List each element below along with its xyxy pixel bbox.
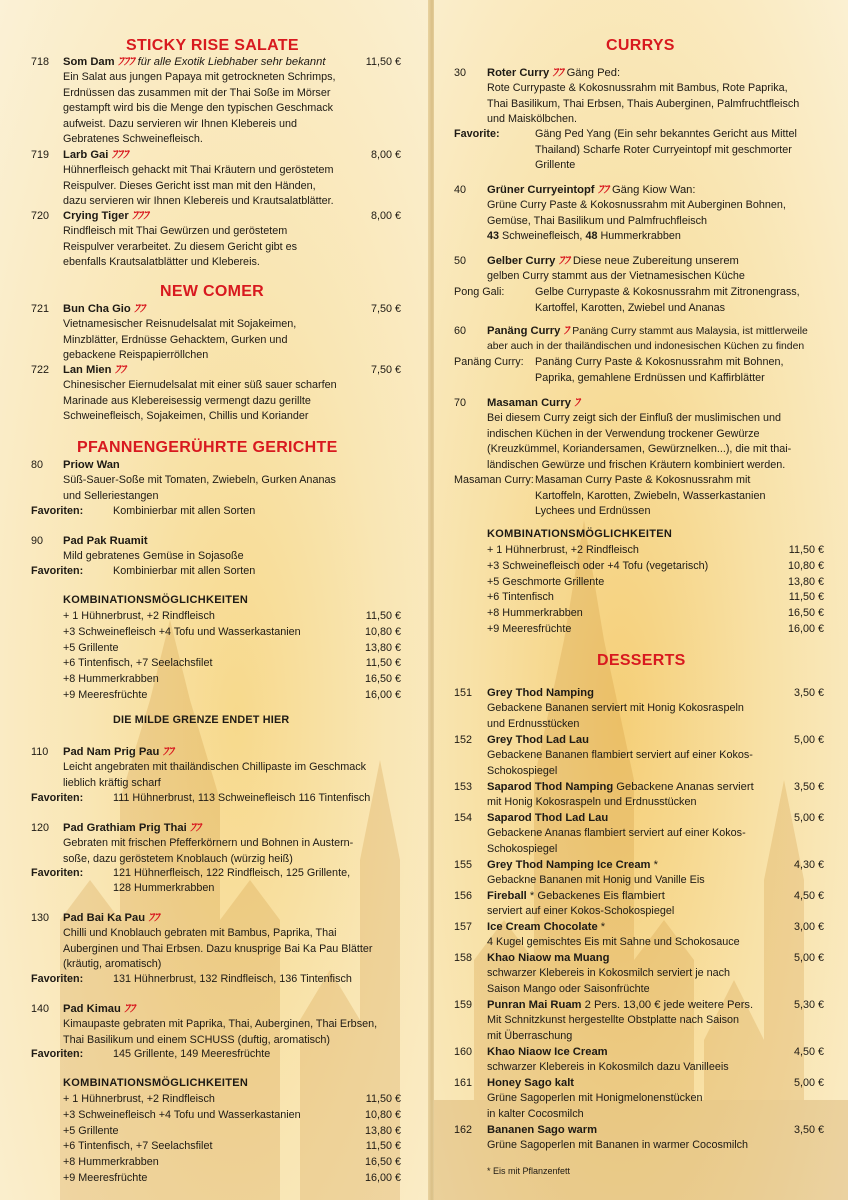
dessert-number: 152 — [454, 734, 473, 746]
dessert-number: 155 — [454, 859, 473, 871]
dessert-description: Gebackene Bananen serviert mit Honig Kokosraspeln und Erdnusstücken — [487, 702, 744, 730]
menu-item-name: Pad Bai Ka Pau ﾌﾌ — [63, 912, 160, 924]
dessert-price: 3,50 € — [793, 1124, 824, 1136]
chili-icon: ﾌﾌ — [597, 184, 609, 196]
kombi-row: +5 Grillente 13,80 € — [63, 641, 401, 654]
dessert-description: Mit Schnitzkunst hergestellte Obstplatte nach Saison mit Überraschung — [487, 1014, 740, 1042]
dessert-description: Grüne Sagoperlen mit Bananen in warmer Cocosmilch — [487, 1139, 749, 1151]
dessert-price: 3,00 € — [793, 921, 824, 933]
section-title-desserts: DESSERTS — [597, 652, 686, 669]
item-number: 722 — [31, 364, 50, 376]
kombi-row: + 1 Hühnerbrust, +2 Rindfleisch 11,50 € — [63, 1093, 401, 1105]
item-number: 30 — [454, 67, 467, 79]
dessert-description: 4 Kugel gemischtes Eis mit Sahne und Schokosauce — [487, 936, 740, 948]
dessert-number: 160 — [454, 1046, 473, 1058]
menu-item-name: Masaman Curry ﾌ — [487, 397, 580, 409]
dessert-price: 5,00 € — [793, 952, 824, 964]
menu-item-name: Gelber Curry ﾌﾌ Diese neue Zubereitung unserem — [487, 255, 739, 267]
menu-item-name: Bun Cha Gio ﾌﾌ — [63, 303, 146, 315]
item-price: 11,50 € — [365, 56, 401, 68]
dessert-name: Khao Niaow Ice Cream — [487, 1046, 608, 1058]
chili-icon: ﾌﾌ — [162, 746, 174, 758]
item-description: Ein Salat aus jungen Papaya mit getrockneten Schrimps, Erdnüssen das zusammen mit der Thai Soße im Mörser gestampft wird bis die Menge den typischen Geschmack aufweist. Dazu servieren wir Ihnen Klebereis und Gebratenes Schweinefleisch. — [63, 71, 336, 146]
dessert-number: 156 — [454, 890, 473, 902]
dessert-price: 5,00 € — [793, 734, 824, 746]
chili-icon: ﾌﾌ — [552, 67, 564, 79]
item-description: Chinesischer Eiernudelsalat mit einer süß sauer scharfen Marinade aus Klebereisessig vermengt dazu gerillte Schweinefleisch, Sojakeimen, Chillis und Koriander — [63, 379, 337, 423]
item-number: 110 — [31, 746, 49, 758]
mild-limit-note: DIE MILDE GRENZE ENDET HIER — [113, 714, 290, 726]
sub-description: Masaman Curry Paste & Kokosnussrahm mit Kartoffeln, Karotten, Zwiebeln, Wasserkastanien Lychees und Erdnüssen — [535, 474, 766, 518]
kombi-row: +9 Meeresfrüchte 16,00 € — [487, 622, 824, 635]
dessert-price: 4,30 € — [793, 859, 824, 871]
sub-label: Masaman Curry: — [454, 474, 534, 486]
item-number: 140 — [31, 1003, 50, 1015]
item-description: Rindfleisch mit Thai Gewürzen und geröstetem Reispulver verarbeitet. Zu diesem Gericht gibt es ebenfalls Krautsalatblätter und Klebereis. — [63, 225, 298, 269]
menu-item-name: Pad Kimau ﾌﾌ — [63, 1003, 136, 1015]
favorites-label: Favoriten: — [31, 973, 84, 985]
kombi-list — [487, 543, 824, 638]
chili-icon: ﾌﾌﾌ — [131, 210, 149, 222]
favorites-text: 121 Hühnerfleisch, 122 Rindfleisch, 125 Grillente, — [113, 867, 351, 879]
dessert-price: 4,50 € — [793, 1046, 824, 1058]
dessert-number: 154 — [454, 812, 473, 824]
kombi-row: +5 Grillente 13,80 € — [63, 1124, 401, 1137]
kombi-row: +6 Tintenfisch, +7 Seelachsfilet 11,50 € — [63, 1140, 401, 1153]
kombi-row: +9 Meeresfrüchte 16,00 € — [63, 688, 401, 701]
item-description: Gebraten mit frischen Pfefferkörnern und Bohnen in Austern- soße, dazu geröstetem Knoblauch (würzig heiß) — [63, 837, 354, 865]
section-title-pfannen: PFANNENGERÜHRTE GERICHTE — [77, 439, 338, 456]
dessert-price: 4,50 € — [793, 890, 824, 902]
item-number: 130 — [31, 912, 50, 924]
dessert-description: Grüne Sagoperlen mit Honigmelonenstücken in kalter Cocosmilch — [487, 1092, 703, 1120]
dessert-number: 153 — [454, 781, 473, 793]
kombi-row: + 1 Hühnerbrust, +2 Rindfleisch 11,50 € — [63, 610, 401, 622]
item-price: 8,00 € — [370, 210, 401, 222]
item-number: 90 — [31, 535, 44, 547]
menu-item-name: Grüner Curryeintopf ﾌﾌ Gäng Kiow Wan: — [487, 184, 696, 196]
favorites-label: Favoriten: — [31, 1048, 84, 1060]
item-description: Grüne Curry Paste & Kokosnussrahm mit Auberginen Bohnen, Gemüse, Thai Basilikum und Palmfruchfleisch — [487, 199, 786, 227]
kombi-row: +6 Tintenfisch 11,50 € — [487, 591, 824, 604]
dessert-description: schwarzer Klebereis in Kokosmilch serviert je nach Saison Mango oder Saisonfrüchte — [487, 967, 731, 995]
kombi-row: +3 Schweinefleisch +4 Tofu und Wasserkastanien 10,80 € — [63, 1108, 401, 1121]
dessert-number: 161 — [454, 1077, 473, 1089]
chili-icon: ﾌﾌ — [189, 822, 202, 834]
item-number: 60 — [454, 325, 467, 337]
item-description: Chilli und Knoblauch gebraten mit Bambus, Paprika, Thai Auberginen und Thai Erbsen. Dazu knusprige Bai Ka Pau Blätter (kräutig, aromatisch) — [63, 927, 373, 971]
item-description: Rote Currypaste & Kokosnussrahm mit Bambus, Rote Paprika, Thai Basilikum, Thai Erbsen, Thais Auberginen, Palmfruchtfleisch und Maiskölbchen. — [487, 82, 800, 126]
kombi-row: +6 Tintenfisch, +7 Seelachsfilet 11,50 € — [63, 657, 401, 670]
favorites-text: 131 Hühnerbrust, 132 Rindfleisch, 136 Tintenfisch — [113, 973, 352, 985]
right-page — [434, 0, 848, 1200]
dessert-price: 3,50 € — [793, 687, 824, 699]
favorites-label: Favoriten: — [31, 565, 84, 577]
menu-item-name: Pad Grathiam Prig Thai ﾌﾌ — [63, 822, 202, 834]
kombi-row: +8 Hummerkrabben 16,50 € — [63, 1156, 401, 1169]
item-description: Süß-Sauer-Soße mit Tomaten, Zwiebeln, Gurken Ananas und Selleriestangen — [63, 474, 336, 502]
dessert-price: 5,00 € — [793, 1077, 824, 1089]
item-number: 719 — [31, 149, 50, 161]
dessert-name: Khao Niaow ma Muang — [487, 952, 610, 964]
section-title-sticky: STICKY RISE SALATE — [126, 37, 299, 54]
item-number: 718 — [31, 56, 50, 68]
kombi-row: +8 Hummerkrabben 16,50 € — [63, 673, 401, 686]
menu-item-name: Larb Gai ﾌﾌﾌ — [63, 149, 129, 161]
favorites-label: Favoriten: — [31, 792, 84, 804]
dessert-description: Gebackne Bananen mit Honig und Vanille Eis — [487, 874, 705, 886]
chili-icon: ﾌﾌ — [148, 912, 160, 924]
dessert-name: Bananen Sago warm — [487, 1124, 598, 1136]
item-description: Mild gebratenes Gemüse in Sojasoße — [63, 550, 244, 562]
kombi-row: +9 Meeresfrüchte 16,00 € — [63, 1171, 401, 1184]
item-description: Leicht angebraten mit thailändischen Chillipaste im Geschmack lieblich kräftig scharf — [63, 761, 367, 789]
chili-icon: ﾌ — [574, 397, 580, 409]
kombi-title: KOMBINATIONSMÖGLICHKEITEN — [63, 594, 249, 606]
item-number: 721 — [31, 303, 50, 315]
sub-description: Panäng Curry Paste & Kokosnussrahm mit Bohnen, Paprika, gemahlene Erdnüssen und Kaffirblätter — [535, 356, 784, 384]
item-price: 8,00 € — [370, 149, 401, 161]
favorites-text: 145 Grillente, 149 Meeresfrüchte — [113, 1048, 271, 1060]
menu-item-name: Lan Mien ﾌﾌ — [63, 364, 126, 376]
chili-icon: ﾌﾌ — [558, 255, 570, 267]
favorites-text: Kombinierbar mit allen Sorten — [113, 505, 256, 517]
sub-description: Gelbe Currypaste & Kokosnussrahm mit Zitronengrass, Kartoffel, Karotten, Zwiebel und Ananas — [535, 286, 800, 314]
dessert-price: 5,00 € — [793, 812, 824, 824]
favorites-text: Gäng Ped Yang (Ein sehr bekanntes Gericht aus Mittel Thailand) Scharfe Roter Curryeintopf mit geschmorter Grillente — [535, 128, 797, 172]
favorites-label: Favoriten: — [31, 867, 84, 879]
kombi-list — [63, 609, 401, 704]
dessert-name: Saparod Thod Namping Gebackene Ananas serviert — [487, 781, 754, 793]
kombi-row: +3 Schweinefleisch oder +4 Tofu (vegetarisch) 10,80 € — [487, 559, 824, 572]
item-number: 40 — [454, 184, 467, 196]
menu-item-name: Crying Tiger ﾌﾌﾌ — [63, 210, 149, 222]
dessert-name: Saparod Thod Lad Lau — [487, 812, 609, 824]
dessert-name: Grey Thod Namping Ice Cream * — [487, 859, 658, 871]
menu-item-name: Panäng Curry ﾌ Panäng Curry stammt aus Malaysia, ist mittlerweile — [487, 325, 808, 337]
dessert-description: Gebackene Ananas flambiert serviert auf einer Kokos- Schokospiegel — [487, 827, 746, 855]
item-description: Kimaupaste gebraten mit Paprika, Thai, Auberginen, Thai Erbsen, Thai Basilikum und einem SCHUSS (duftig, aromatisch) — [63, 1018, 378, 1046]
item-price: 7,50 € — [370, 364, 401, 376]
dessert-description: mit Honig Kokosraspeln und Erdnusstücken — [487, 796, 697, 808]
sub-label: Pong Gali: — [454, 286, 505, 298]
chili-icon: ﾌﾌ — [114, 364, 126, 376]
kombi-title: KOMBINATIONSMÖGLICHKEITEN — [487, 528, 673, 540]
item-price: 7,50 € — [370, 303, 401, 315]
item-number: 120 — [31, 822, 50, 834]
chili-icon: ﾌﾌ — [133, 303, 146, 315]
menu-item-name: Pad Pak Ruamit — [63, 535, 148, 547]
item-description: Vietnamesischer Reisnudelsalat mit Sojakeimen, Minzblätter, Erdnüsse Gehacktem, Gurken und gebackene Reispapierröllchen — [63, 318, 297, 362]
dessert-number: 157 — [454, 921, 473, 933]
dessert-name: Fireball * Gebackenes Eis flambiert — [487, 890, 665, 902]
dessert-price: 5,30 € — [793, 999, 824, 1011]
dessert-description: schwarzer Klebereis in Kokosmilch dazu Vanilleeis — [487, 1061, 729, 1073]
section-title-currys: CURRYS — [606, 37, 675, 54]
kombi-row: +5 Geschmorte Grillente 13,80 € — [487, 575, 824, 588]
section-title-new-comer: NEW COMER — [160, 283, 265, 300]
dessert-number: 158 — [454, 952, 473, 964]
sub-label: Panäng Curry: — [454, 356, 524, 368]
dessert-price: 3,50 € — [793, 781, 824, 793]
kombi-row: +3 Schweinefleisch +4 Tofu und Wasserkastanien 10,80 € — [63, 625, 401, 638]
dessert-name: Honey Sago kalt — [487, 1077, 575, 1089]
chili-icon: ﾌﾌ — [123, 1003, 136, 1015]
dessert-number: 159 — [454, 999, 473, 1011]
kombi-row: + 1 Hühnerbrust, +2 Rindfleisch 11,50 € — [487, 544, 824, 556]
item-number: 720 — [31, 210, 50, 222]
item-number: 70 — [454, 397, 467, 409]
chili-icon: ﾌﾌﾌ — [117, 56, 135, 68]
chili-icon: ﾌ — [563, 325, 570, 337]
dessert-number: 151 — [454, 687, 473, 699]
menu-item-name: Priow Wan — [63, 459, 120, 471]
item-number: 50 — [454, 255, 467, 267]
variant-list: 43 Schweinefleisch, 48 Hummerkrabben — [487, 230, 681, 242]
dessert-name: Grey Thod Namping — [487, 687, 594, 699]
kombi-title: KOMBINATIONSMÖGLICHKEITEN — [63, 1077, 249, 1089]
dessert-description: serviert auf einer Kokos-Schokospiegel — [487, 905, 675, 917]
item-description: aber auch in der thailändischen und indonesischen Küchen zu finden — [487, 341, 805, 352]
favorites-label: Favoriten: — [31, 505, 84, 517]
menu-item-name: Roter Curry ﾌﾌ Gäng Ped: — [487, 67, 621, 79]
dessert-name: Grey Thod Lad Lau — [487, 734, 589, 746]
dessert-name: Ice Cream Chocolate * — [487, 921, 606, 933]
favorites-label: Favorite: — [454, 128, 500, 140]
item-description: gelben Curry stammt aus der Vietnamesischen Küche — [487, 270, 745, 282]
item-description: Bei diesem Curry zeigt sich der Einfluß der muslimischen und indischen Küchen in der Verwendung trockener Gewürze (Kreuzkümmel, Koriandersamen, Gewürznelken...), die mit thai- ländischen Gewürze und frischen Kräutern kombiniert werden. — [487, 412, 792, 471]
menu-item-name: Pad Nam Prig Pau ﾌﾌ — [63, 746, 174, 758]
favorites-text: Kombinierbar mit allen Sorten — [113, 565, 256, 577]
dessert-name: Punran Mai Ruam 2 Pers. 13,00 € jede weitere Pers. — [487, 999, 754, 1011]
dessert-description: Gebackene Bananen flambiert serviert auf einer Kokos- Schokospiegel — [487, 749, 753, 777]
kombi-list — [63, 1092, 401, 1187]
favorites-text: 111 Hühnerbrust, 113 Schweinefleisch 116 Tintenfisch — [113, 792, 371, 804]
item-number: 80 — [31, 459, 44, 471]
footnote: * Eis mit Pflanzenfett — [487, 1166, 571, 1176]
kombi-row: +8 Hummerkrabben 16,50 € — [487, 607, 824, 620]
chili-icon: ﾌﾌﾌ — [111, 149, 129, 161]
favorites-text: 128 Hummerkrabben — [113, 882, 215, 894]
menu-item-name: Som Dam ﾌﾌﾌ für alle Exotik Liebhaber sehr bekannt — [63, 56, 326, 68]
item-description: Hühnerfleisch gehackt mit Thai Kräutern und geröstetem Reispulver. Dieses Gericht isst man mit den Händen, dazu servieren wir Ihnen Klebereis und Krautsalatblätter. — [63, 164, 334, 208]
dessert-number: 162 — [454, 1124, 473, 1136]
